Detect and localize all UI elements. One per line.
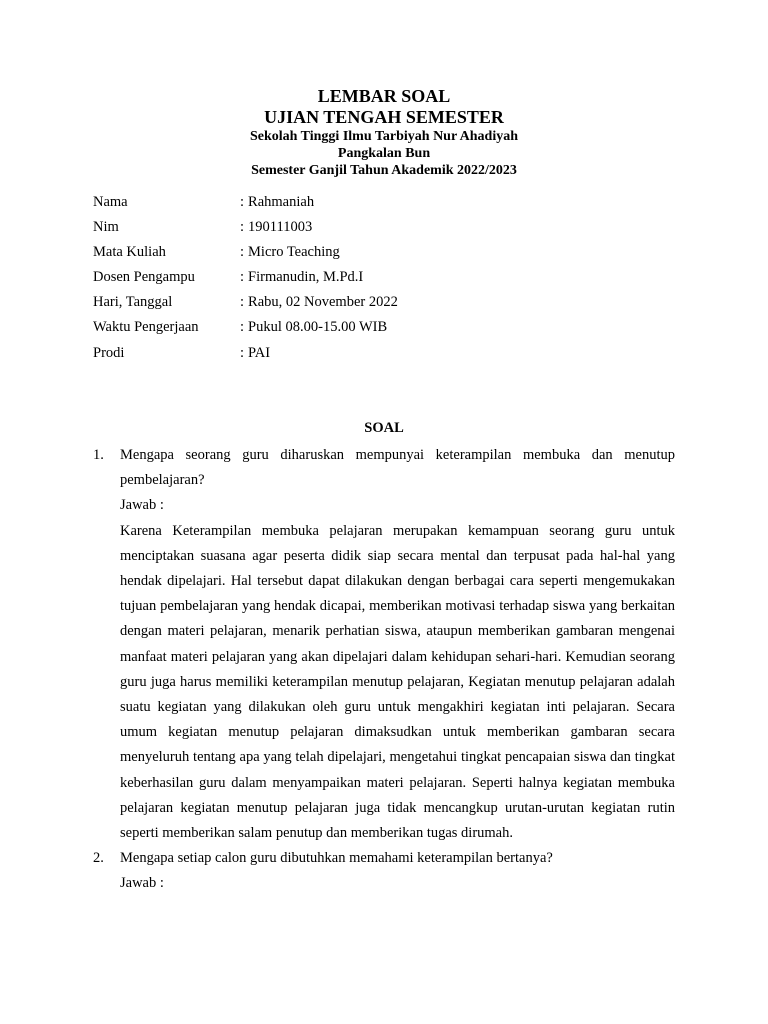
question-text: Mengapa seorang guru diharuskan mempunyai keterampilan membuka dan menutup pembelajaran? xyxy=(120,447,675,489)
info-value: Rahmaniah xyxy=(248,194,315,210)
soal-heading: SOAL xyxy=(364,420,404,436)
info-value: Rabu, 02 November 2022 xyxy=(248,294,398,311)
info-row-hari-tanggal xyxy=(93,292,398,317)
answer-text: Karena Keterampilan membuka pelajaran merupakan kemampuan seorang guru untuk menciptakan suasana agar peserta didik siap secara mental dan terpusat pada hal-hal yang hendak dipelajari. Hal tersebut dapat dilakukan dengan berbagai cara seperti mengemukakan tujuan pembelajaran yang hendak dicapai, memberikan motivasi terhadap siswa yang berkaitan dengan materi pelajaran, menarik perhatian siswa, ataupun memberikan gambaran mengenai manfaat materi pelajaran yang akan dipelajari dalam kehidupan sehari-hari. Kemudian seorang guru juga harus memiliki keterampilan menutup pelajaran, Kegiatan menutup pelajaran adalah suatu kegiatan yang dilakukan oleh guru untuk mengakhiri kegiatan inti pelajaran. Secara umum kegiatan menutup pelajaran dimaksudkan untuk memberikan gambaran secara menyeluruh tentang apa yang telah dipelajari, mengetahui tingkat pencapaian siswa dan tingkat keberhasilan guru dalam menyampaikan materi pelajaran. Seperti halnya kegiatan membuka pelajaran kegiatan menutup pelajaran juga tidak mencangkup urutan-urutan kegiatan rutin seperti memberikan salam penutup dan memberikan tugas dirumah. xyxy=(120,522,675,842)
info-separator: : xyxy=(240,244,245,261)
info-value: PAI xyxy=(248,344,271,361)
info-separator: : xyxy=(240,344,245,361)
info-separator: : xyxy=(240,269,245,286)
info-separator: : xyxy=(240,194,245,210)
info-row-prodi xyxy=(93,343,398,368)
info-separator: : xyxy=(240,319,245,336)
question-item xyxy=(93,846,675,896)
info-label: Prodi xyxy=(93,344,125,361)
info-label: Nama xyxy=(93,194,128,210)
info-value: Firmanudin, M.Pd.I xyxy=(248,269,364,286)
question-list xyxy=(93,443,675,897)
document-header xyxy=(0,86,768,179)
info-value: Pukul 08.00-15.00 WIB xyxy=(248,319,388,336)
info-label: Mata Kuliah xyxy=(93,244,166,261)
question-number: 2. xyxy=(93,850,104,867)
student-info xyxy=(93,192,398,368)
info-row-nim xyxy=(93,217,398,242)
info-row-waktu xyxy=(93,317,398,342)
info-row-nama xyxy=(93,192,398,217)
answer-label: Jawab : xyxy=(120,497,164,514)
question-number: 1. xyxy=(93,447,104,463)
institution-city: Pangkalan Bun xyxy=(337,146,431,161)
info-label: Dosen Pengampu xyxy=(93,269,195,286)
title-ujian: UJIAN TENGAH SEMESTER xyxy=(264,107,504,127)
info-label: Hari, Tanggal xyxy=(93,294,173,311)
institution-name: Sekolah Tinggi Ilmu Tarbiyah Nur Ahadiyah xyxy=(249,129,519,144)
info-separator: : xyxy=(240,294,245,311)
question-item xyxy=(93,443,675,846)
title-lembar-soal: LEMBAR SOAL xyxy=(317,86,451,106)
info-row-dosen xyxy=(93,267,398,292)
semester-line: Semester Ganjil Tahun Akademik 2022/2023 xyxy=(251,163,517,178)
info-value: Micro Teaching xyxy=(248,244,340,261)
answer-label: Jawab : xyxy=(120,875,164,892)
info-label: Waktu Pengerjaan xyxy=(93,319,199,336)
question-text: Mengapa setiap calon guru dibutuhkan memahami keterampilan bertanya? xyxy=(120,850,553,867)
info-separator: : xyxy=(240,219,245,236)
info-row-mata-kuliah xyxy=(93,242,398,267)
info-value: 190111003 xyxy=(248,219,313,236)
info-label: Nim xyxy=(93,219,119,236)
